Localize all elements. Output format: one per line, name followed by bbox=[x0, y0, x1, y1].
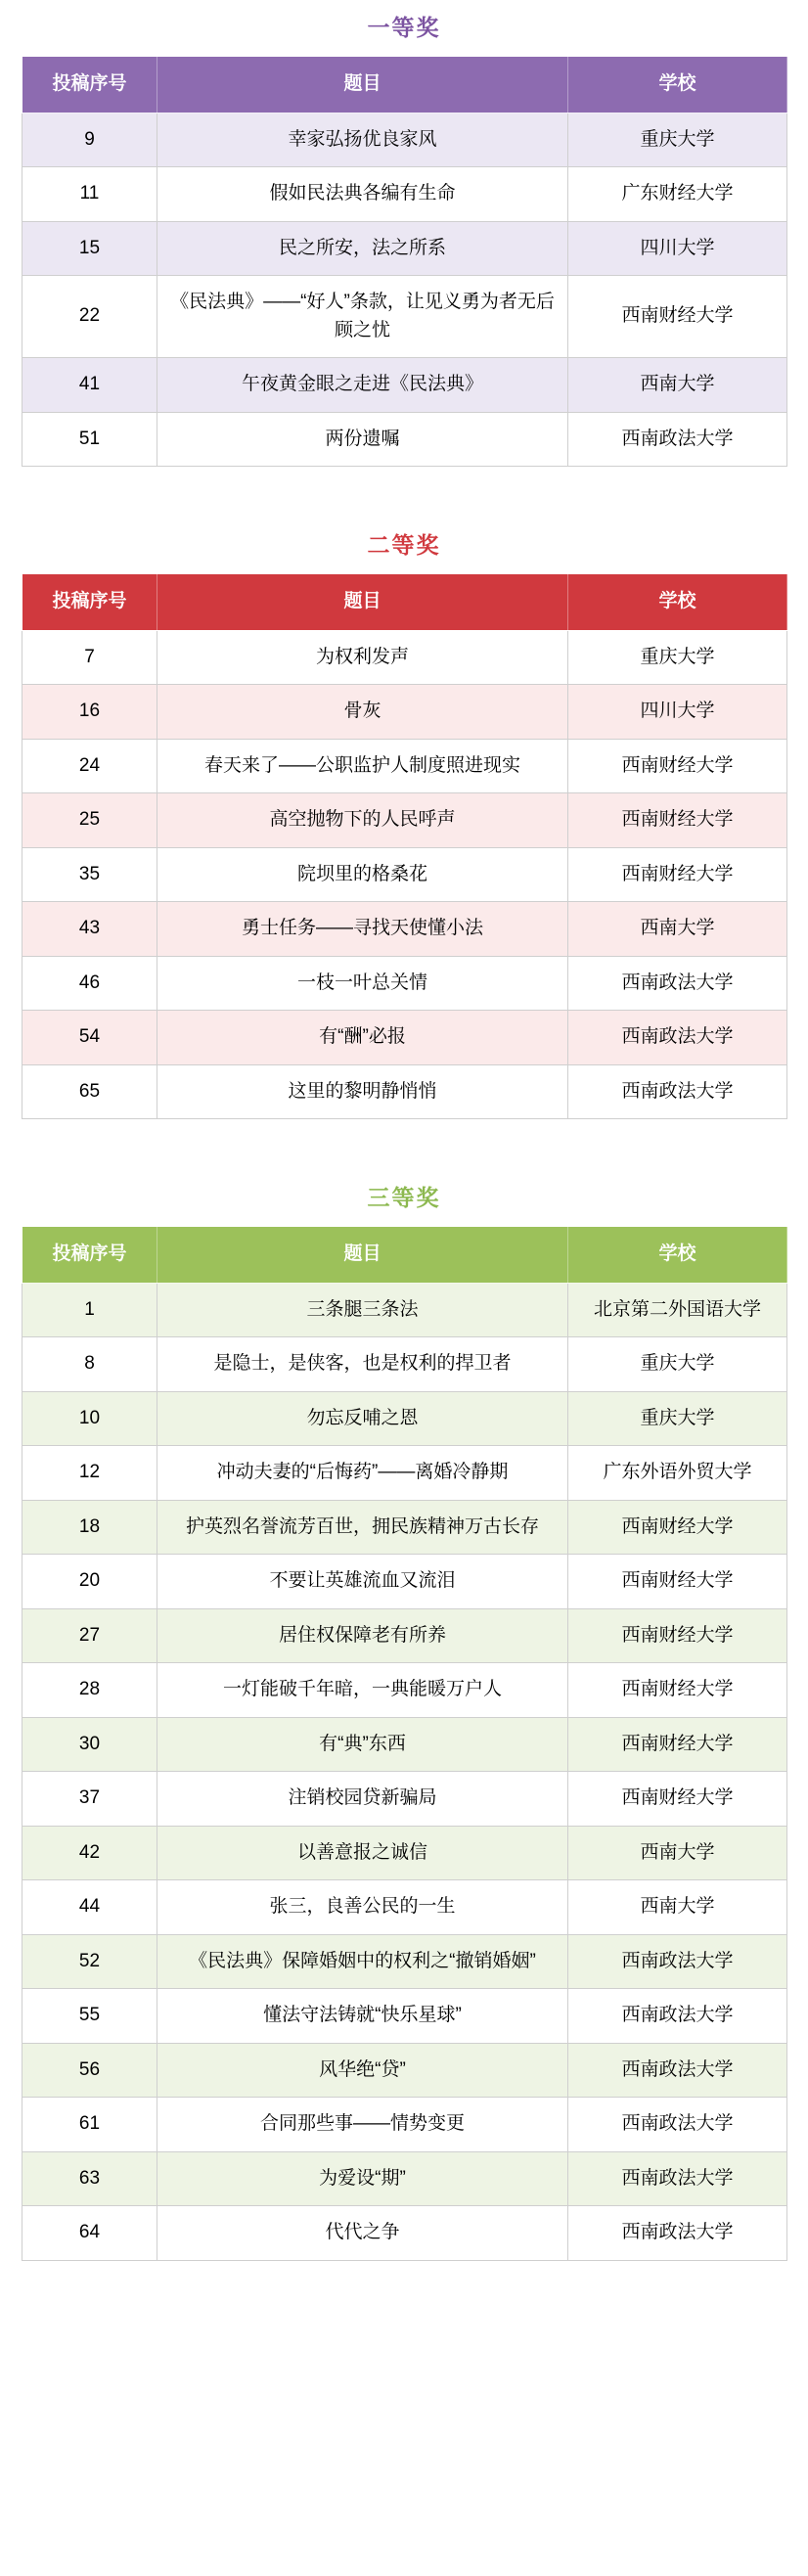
table-row bbox=[22, 2151, 787, 2206]
cell-entry-number: 1 bbox=[22, 1283, 157, 1337]
table-row bbox=[22, 1011, 787, 1065]
cell-title: 冲动夫妻的“后悔药”——离婚冷静期 bbox=[157, 1446, 568, 1501]
cell-title: 一枝一叶总关情 bbox=[157, 956, 568, 1011]
cell-entry-number: 65 bbox=[22, 1064, 157, 1119]
column-header-school: 学校 bbox=[568, 574, 787, 631]
cell-entry-number: 8 bbox=[22, 1337, 157, 1392]
table-row bbox=[22, 1663, 787, 1718]
table-row bbox=[22, 1337, 787, 1392]
cell-school: 四川大学 bbox=[568, 685, 787, 740]
cell-title: 护英烈名誉流芳百世，拥民族精神万古长存 bbox=[157, 1500, 568, 1555]
cell-title: 居住权保障老有所养 bbox=[157, 1608, 568, 1663]
cell-title: 《民法典》——“好人”条款，让见义勇为者无后顾之忧 bbox=[157, 276, 568, 358]
cell-school: 西南大学 bbox=[568, 1880, 787, 1935]
column-header-entry-number: 投稿序号 bbox=[22, 57, 157, 113]
cell-school: 西南财经大学 bbox=[568, 1772, 787, 1827]
section-title-second-prize: 二等奖 bbox=[367, 532, 441, 558]
cell-school: 西南财经大学 bbox=[568, 1555, 787, 1609]
cell-entry-number: 41 bbox=[22, 358, 157, 413]
cell-entry-number: 9 bbox=[22, 113, 157, 167]
cell-entry-number: 35 bbox=[22, 847, 157, 902]
cell-school: 西南政法大学 bbox=[568, 2043, 787, 2098]
table-row bbox=[22, 685, 787, 740]
cell-entry-number: 64 bbox=[22, 2206, 157, 2261]
cell-school: 广东外语外贸大学 bbox=[568, 1446, 787, 1501]
table-row bbox=[22, 847, 787, 902]
table-row bbox=[22, 2206, 787, 2261]
cell-entry-number: 61 bbox=[22, 2098, 157, 2152]
table-row bbox=[22, 1391, 787, 1446]
table-row bbox=[22, 358, 787, 413]
cell-entry-number: 30 bbox=[22, 1717, 157, 1772]
cell-title: 春天来了——公职监护人制度照进现实 bbox=[157, 739, 568, 793]
table-row bbox=[22, 167, 787, 222]
cell-entry-number: 18 bbox=[22, 1500, 157, 1555]
cell-entry-number: 54 bbox=[22, 1011, 157, 1065]
cell-title: 勇士任务——寻找天使懂小法 bbox=[157, 902, 568, 957]
cell-title: 懂法守法铸就“快乐星球” bbox=[157, 1989, 568, 2044]
cell-title: 不要让英雄流血又流泪 bbox=[157, 1555, 568, 1609]
cell-entry-number: 10 bbox=[22, 1391, 157, 1446]
awards-table-third-prize bbox=[22, 1226, 787, 2261]
cell-title: 勿忘反哺之恩 bbox=[157, 1391, 568, 1446]
table-row bbox=[22, 1880, 787, 1935]
cell-title: 高空抛物下的人民呼声 bbox=[157, 793, 568, 848]
column-header-school: 学校 bbox=[568, 1227, 787, 1284]
cell-school: 西南财经大学 bbox=[568, 1608, 787, 1663]
cell-entry-number: 7 bbox=[22, 630, 157, 685]
cell-title: 民之所安，法之所系 bbox=[157, 221, 568, 276]
cell-school: 西南财经大学 bbox=[568, 739, 787, 793]
cell-entry-number: 42 bbox=[22, 1826, 157, 1880]
cell-school: 四川大学 bbox=[568, 221, 787, 276]
table-row bbox=[22, 1555, 787, 1609]
section-first-prize bbox=[22, 0, 786, 467]
cell-school: 西南政法大学 bbox=[568, 1011, 787, 1065]
cell-entry-number: 46 bbox=[22, 956, 157, 1011]
column-header-entry-number: 投稿序号 bbox=[22, 1227, 157, 1284]
cell-school: 西南大学 bbox=[568, 1826, 787, 1880]
table-row bbox=[22, 1608, 787, 1663]
cell-school: 西南政法大学 bbox=[568, 2151, 787, 2206]
table-row bbox=[22, 793, 787, 848]
table-row bbox=[22, 2098, 787, 2152]
cell-entry-number: 24 bbox=[22, 739, 157, 793]
cell-title: 《民法典》保障婚姻中的权利之“撤销婚姻” bbox=[157, 1934, 568, 1989]
table-row bbox=[22, 113, 787, 167]
cell-school: 西南财经大学 bbox=[568, 847, 787, 902]
table-row bbox=[22, 1500, 787, 1555]
cell-entry-number: 44 bbox=[22, 1880, 157, 1935]
cell-title: 合同那些事——情势变更 bbox=[157, 2098, 568, 2152]
cell-school: 西南政法大学 bbox=[568, 1934, 787, 1989]
table-row bbox=[22, 2043, 787, 2098]
column-header-title: 题目 bbox=[157, 574, 568, 631]
cell-title: 院坝里的格桑花 bbox=[157, 847, 568, 902]
cell-entry-number: 11 bbox=[22, 167, 157, 222]
table-row bbox=[22, 956, 787, 1011]
table-row bbox=[22, 1283, 787, 1337]
cell-school: 西南政法大学 bbox=[568, 1989, 787, 2044]
cell-school: 西南政法大学 bbox=[568, 412, 787, 467]
cell-title: 有“典”东西 bbox=[157, 1717, 568, 1772]
table-row bbox=[22, 276, 787, 358]
table-row bbox=[22, 1989, 787, 2044]
table-row bbox=[22, 1826, 787, 1880]
cell-title: 为爱设“期” bbox=[157, 2151, 568, 2206]
cell-school: 重庆大学 bbox=[568, 1391, 787, 1446]
column-header-school: 学校 bbox=[568, 57, 787, 113]
cell-entry-number: 12 bbox=[22, 1446, 157, 1501]
cell-entry-number: 28 bbox=[22, 1663, 157, 1718]
cell-entry-number: 43 bbox=[22, 902, 157, 957]
column-header-title: 题目 bbox=[157, 1227, 568, 1284]
cell-school: 广东财经大学 bbox=[568, 167, 787, 222]
section-third-prize bbox=[22, 1180, 786, 2261]
table-row bbox=[22, 1772, 787, 1827]
cell-title: 三条腿三条法 bbox=[157, 1283, 568, 1337]
cell-title: 骨灰 bbox=[157, 685, 568, 740]
section-second-prize bbox=[22, 527, 786, 1119]
table-row bbox=[22, 1064, 787, 1119]
table-row bbox=[22, 1934, 787, 1989]
awards-table-first-prize bbox=[22, 56, 787, 467]
cell-school: 西南政法大学 bbox=[568, 956, 787, 1011]
cell-title: 张三，良善公民的一生 bbox=[157, 1880, 568, 1935]
cell-title: 以善意报之诚信 bbox=[157, 1826, 568, 1880]
cell-entry-number: 51 bbox=[22, 412, 157, 467]
table-row bbox=[22, 412, 787, 467]
cell-entry-number: 52 bbox=[22, 1934, 157, 1989]
column-header-title: 题目 bbox=[157, 57, 568, 113]
table-row bbox=[22, 902, 787, 957]
cell-entry-number: 15 bbox=[22, 221, 157, 276]
cell-school: 重庆大学 bbox=[568, 630, 787, 685]
cell-school: 西南财经大学 bbox=[568, 1500, 787, 1555]
section-title-first-prize: 一等奖 bbox=[367, 15, 441, 40]
cell-entry-number: 27 bbox=[22, 1608, 157, 1663]
table-header-row bbox=[22, 57, 787, 113]
cell-title: 是隐士，是侠客，也是权利的捍卫者 bbox=[157, 1337, 568, 1392]
cell-title: 幸家弘扬优良家风 bbox=[157, 113, 568, 167]
cell-entry-number: 25 bbox=[22, 793, 157, 848]
cell-school: 重庆大学 bbox=[568, 113, 787, 167]
cell-school: 西南财经大学 bbox=[568, 1663, 787, 1718]
cell-title: 注销校园贷新骗局 bbox=[157, 1772, 568, 1827]
cell-entry-number: 16 bbox=[22, 685, 157, 740]
section-title-third-prize: 三等奖 bbox=[367, 1185, 441, 1210]
cell-school: 西南政法大学 bbox=[568, 1064, 787, 1119]
cell-entry-number: 20 bbox=[22, 1555, 157, 1609]
cell-school: 北京第二外国语大学 bbox=[568, 1283, 787, 1337]
cell-entry-number: 63 bbox=[22, 2151, 157, 2206]
cell-title: 午夜黄金眼之走进《民法典》 bbox=[157, 358, 568, 413]
cell-school: 西南财经大学 bbox=[568, 793, 787, 848]
table-row bbox=[22, 1446, 787, 1501]
cell-title: 一灯能破千年暗，一典能暖万户人 bbox=[157, 1663, 568, 1718]
cell-entry-number: 37 bbox=[22, 1772, 157, 1827]
table-row bbox=[22, 221, 787, 276]
table-row bbox=[22, 630, 787, 685]
table-header-row bbox=[22, 1227, 787, 1284]
cell-school: 西南大学 bbox=[568, 902, 787, 957]
cell-school: 西南政法大学 bbox=[568, 2206, 787, 2261]
cell-title: 代代之争 bbox=[157, 2206, 568, 2261]
cell-title: 两份遗嘱 bbox=[157, 412, 568, 467]
cell-entry-number: 22 bbox=[22, 276, 157, 358]
cell-school: 西南大学 bbox=[568, 358, 787, 413]
cell-school: 西南政法大学 bbox=[568, 2098, 787, 2152]
cell-school: 重庆大学 bbox=[568, 1337, 787, 1392]
cell-school: 西南财经大学 bbox=[568, 1717, 787, 1772]
cell-title: 有“酬”必报 bbox=[157, 1011, 568, 1065]
table-header-row bbox=[22, 574, 787, 631]
cell-title: 假如民法典各编有生命 bbox=[157, 167, 568, 222]
awards-table-second-prize bbox=[22, 573, 787, 1119]
cell-school: 西南财经大学 bbox=[568, 276, 787, 358]
cell-entry-number: 55 bbox=[22, 1989, 157, 2044]
cell-entry-number: 56 bbox=[22, 2043, 157, 2098]
cell-title: 这里的黎明静悄悄 bbox=[157, 1064, 568, 1119]
table-row bbox=[22, 1717, 787, 1772]
cell-title: 为权利发声 bbox=[157, 630, 568, 685]
table-row bbox=[22, 739, 787, 793]
cell-title: 风华绝“贷” bbox=[157, 2043, 568, 2098]
column-header-entry-number: 投稿序号 bbox=[22, 574, 157, 631]
